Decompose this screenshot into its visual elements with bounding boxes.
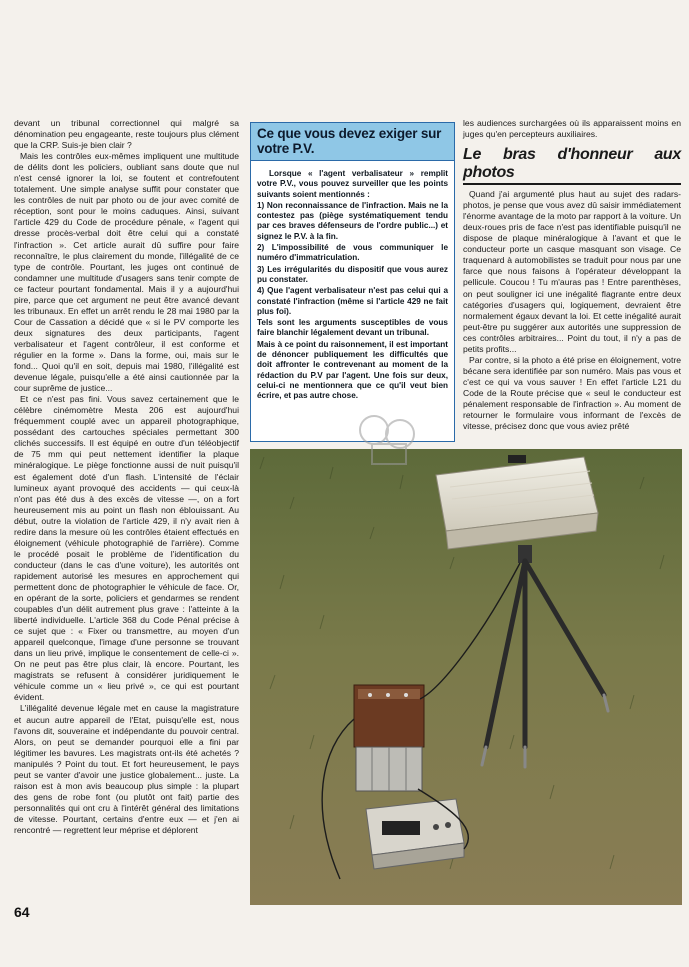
page-number: 64 [14, 904, 30, 920]
watermark-stamp [352, 408, 424, 470]
box-item: 3) Les irrégularités du dispositif que vous aurez pu constater. [257, 264, 448, 284]
pv-checklist-box [250, 122, 455, 442]
paragraph: les audiences surchargées où ils apparaissent moins en juges qu'en percepteurs auxiliaires. [463, 118, 681, 140]
paragraph: devant un tribunal correctionnel qui malgré sa dénomination peu engageante, reste toujours plus clément que la CRP. Suis-je bien clair ? [14, 118, 239, 151]
paragraph: Et ce n'est pas fini. Vous savez certainement que le célèbre cinémomètre Mesta 206 est aujourd'hui fréquemment couplé avec un appareil photographique, possédant des cartouches spéciales permettant 300 clichés successifs. Il est équipé en outre d'un téléobjectif de 75 mm qui peut nettement identifier la plaque minéralogique. Le piège fonctionne aussi de nuit puisqu'il est également doté d'un flash. L'intensité de l'éclair lumineux ayant provoqué des accidents — qui ceux-là n'ont pas été dus à des excès de vitesse —, on a fort heureusement mis au point un flash non éblouissant. Au début, outre la violation de l'article 429, il n'y avait rien à redire dans la mesure où les contrôles étaient effectués en éloignement (véhicule photographié de l'arrière). Comme le procédé posait le problème de l'identification du conducteur (dans le cas d'une voiture), les autorités ont rapidement autorisé les mesures en approchement qui permettent donc de photographier le véhicule de face. Or, en opérant de la sorte, policiers et gendarmes se rendent coupables d'un délit autrement plus grave : l'atteinte à la liberté individuelle. L'article 368 du Code Pénal précise à ce sujet que : « Fixer ou transmettre, au moyen d'un appareil quelconque, l'image d'une personne se trouvant dans un lieu privé, implique le consentement de celle-ci ». On ne peut pas être plus clair, là encore. Pourtant, les magistrats se refusent à considérer juridiquement le véhicule comme un « lieu privé », ce qui est pourtant évident. [14, 394, 239, 703]
box-item: Mais à ce point du raisonnement, il est important de dénoncer publiquement les difficultés que doit affronter le contrevenant au moment de la rédaction du P.V par l'agent. Une fois sur deux, celui-ci ne mentionnera que ce qu'il veut bien écrire, et pas autre chose. [257, 339, 448, 401]
box-title: Ce que vous devez exiger sur votre P.V. [251, 123, 454, 161]
box-item: 2) L'impossibilité de vous communiquer le numéro d'immatriculation. [257, 243, 448, 263]
control-unit [366, 799, 464, 869]
radar-photo [250, 449, 682, 905]
battery-pack [354, 685, 424, 791]
paragraph: L'illégalité devenue légale met en cause la magistrature et aucun autre appareil de l'Etat, puisqu'elle est, nous l'avons dit, souveraine et indépendante du pouvoir central. Alors, on peut se demander pourquoi elle a fini par légitimer les bavures. Les magistrats ont-ils été achetés ? manipulés ? Point du tout. Et fort heureusement, le pays peut se vanter d'avoir une justice globalement... juste. La raison est à mon avis beaucoup plus simple : la plupart des gens de robe font (ou plutôt ont fait) partie des personnalités qui ont cru à l'intérêt général des limitations de vitesse. Pourtant, certains d'entre eux — et j'en ai rencontré — regrettent leur méprise et déplorent [14, 703, 239, 835]
article-right-column [463, 118, 681, 432]
paragraph: Mais les contrôles eux-mêmes impliquent une multitude de délits dont les policiers, oubliant sans doute que nul n'est censé ignorer la loi, se foutent et contrefoutent totalement. Une simple analyse suffit pour constater que les contrôles de nuit par photo ou de jour avec comité de réception, sont pour le moins caduques. Ainsi, suivant l'article 429 du Code de procédure pénale, « l'agent qui dresse procès-verbal doit être celui qui a constaté l'infraction ». Cet article aurait dû suffire pour faire reconnaître, le plus clairement du monde, l'illégalité de ce type de contrôle. Pourtant, les juges ont continué de condamner une multitude d'usagers sans tenir compte de ce facteur pourtant fondamental. Mais il y a aujourd'hui pire, parce que cet argument ne peut être avancé devant les tribunaux. En effet un arrêt rendu le 28 mai 1980 par la Cour de Cassation a décidé que « si le PV comporte les deux signatures des deux participants, l'agent verbalisateur et l'agent contrôleur, il est conforme et régulier en la forme ». Dans la forme, oui, mais sur le fond... Quoi qu'il en soit, depuis mai 1980, l'illégalité est devenue légale, puisqu'elle a été ainsi cautionnée par la cour suprême de justice... [14, 151, 239, 394]
paragraph: Par contre, si la photo a été prise en éloignement, votre bécane sera identifiée par son numéro. Mais pas vous et c'est ce qui va vous sauver ! En effet l'article L21 du Code de la Route précise que « seul le conducteur est pénalement responsable de l'infraction ». Au moment de retourner le formulaire vous informant de l'excès de vitesse, précisez donc que vous aviez prêté [463, 354, 681, 432]
box-item: 1) Non reconnaissance de l'infraction. Mais ne la contestez pas (piège systématiquement tendu par ces braves défenseurs de l'ordre public...) et signez le P.V. à la fin. [257, 200, 448, 241]
box-body [251, 161, 454, 407]
box-item: Tels sont les arguments susceptibles de vous faire blanchir légalement devant un tribunal. [257, 318, 448, 338]
box-intro: Lorsque « l'agent verbalisateur » remplit votre P.V., vous pouvez surveiller que les points suivants soient mentionnés : [257, 169, 448, 199]
article-left-column [14, 118, 239, 836]
box-item: 4) Que l'agent verbalisateur n'est pas celui qui a constaté l'infraction (même si l'article 429 ne fait plus foi). [257, 286, 448, 316]
paragraph: Quand j'ai argumenté plus haut au sujet des radars-photos, je pense que vous avez dû saisir immédiatement l'énorme avantage de la moto par rapport à la voiture. Un deux-roues pris de face n'est pas identifiable puisqu'il ne dispose de plaque minéralogique à l'avant et que le conducteur porte un casque masquant son visage. Ce traquenard à automobilistes se traduit pour nous par une farce que nous faisons à l'opérateur développant la pellicule. Coucou ! Tu m'auras pas ! Entre parenthèses, on peut souligner ici une inégalité flagrante entre deux catégories d'usagers qui, logiquement, devraient être normalement égaux devant la loi. Et cette inégalité aurait peut-être pu suggérer aux autorités une suppression de ces contrôles arbitraires... Point du tout, il n'y a pas de petits profits... [463, 189, 681, 354]
section-heading: Le bras d'honneur aux photos [463, 146, 681, 185]
